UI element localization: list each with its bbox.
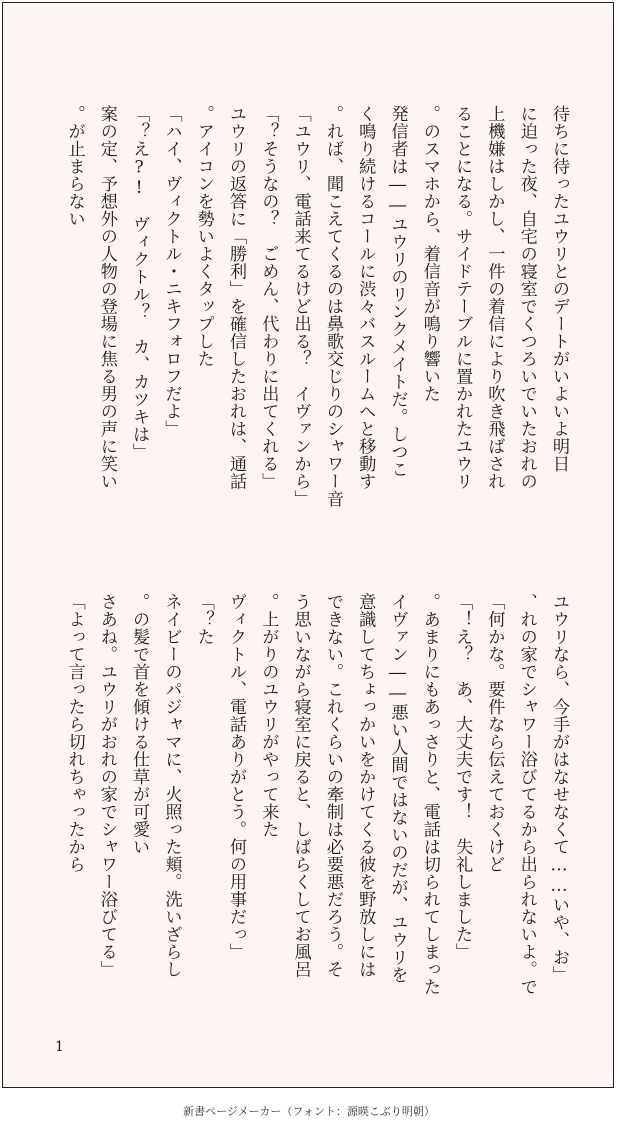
text-line: ユウリの返答に「勝利」を確信したおれは、通話 — [226, 105, 247, 490]
footer-caption: 新書ページメーカー（フォント：源暎こぶり明朝） — [183, 1105, 435, 1118]
text-line: 発信者は――ユウリのリンクメイトだ。しつこ — [387, 105, 408, 496]
text-line: 何かな。要件なら伝えておくけど」 — [484, 593, 505, 873]
text-line: ネイビーのパジャマに、火照った頬。洗いざらし — [161, 593, 182, 978]
text-line: れの家でシャワー浴びてるから出られないよ。で、 — [516, 593, 537, 996]
text-line: 「ユウリ、電話来てるけど出る？ イヴァンから」 — [290, 105, 311, 508]
text-line: 「ユウリなら、今手がはなせなくて……いや、お — [549, 593, 569, 984]
text-line: あまりにもあっさりと、電話は切られてしまった。 — [419, 593, 440, 996]
text-line: 「さあね。ユウリがおれの家でシャワー浴びてる — [96, 593, 117, 978]
text-line: の髪で首を傾ける仕草が可愛い。 — [129, 593, 150, 856]
text-line: く鳴り続けるコールに渋々バスルームへと移動す — [355, 105, 376, 490]
text-line: 「え?! ヴィクトル？ カ、カツキは？」 — [129, 105, 150, 461]
text-line: 意識してちょっかいをかけてくる彼を野放しには — [355, 593, 376, 978]
text-line: 「ヴィクトル、電話ありがとう。何の用事だっ — [226, 593, 247, 961]
book-page — [2, 2, 614, 1088]
text-line: た？」 — [193, 593, 214, 646]
text-line: う思いながら寝室に戻ると、しばらくしてお風呂 — [290, 593, 311, 978]
text-line: のスマホから、着信音が鳴り響いた。 — [419, 105, 440, 403]
text-block-top — [58, 105, 575, 555]
text-line: れば、聞こえてくるのは鼻歌交じりのシャワー音。 — [322, 105, 343, 508]
text-line: 案の定、予想外の人物の登場に焦る男の声に笑い — [96, 105, 117, 490]
text-line: 待ちに待ったユウリとのデートがいよいよ明日 — [549, 105, 569, 473]
text-line: 「そうなの？ ごめん、代わりに出てくれる？」 — [258, 105, 279, 490]
text-line: 上がりのユウリがやって来た。 — [258, 593, 279, 838]
text-line: よって言ったら切れちゃったから」 — [64, 593, 85, 873]
text-line: アイコンを勢いよくタップした。 — [193, 105, 214, 368]
text-block-bottom — [58, 593, 575, 1043]
text-line: 「え？ あ、大丈夫です！ 失礼しました！」 — [452, 593, 473, 961]
text-line: ることになる。サイドテーブルに置かれたユウリ — [452, 105, 473, 490]
text-line: に迫った夜、自宅の寝室でくつろいでいたおれの — [516, 105, 537, 490]
text-line: できない。これくらいの牽制は必要悪だろう。そ — [322, 593, 343, 978]
text-line: 「ハイ、ヴィクトル・ニキフォロフだよ」 — [161, 105, 182, 438]
text-line: イヴァン――悪い人間ではないのだが、ユウリを — [387, 593, 408, 984]
text-line: が止まらない。 — [64, 105, 85, 228]
text-line: 上機嫌はしかし、一件の着信により吹き飛ばされ — [484, 105, 505, 490]
page-number: 1 — [55, 1039, 64, 1055]
